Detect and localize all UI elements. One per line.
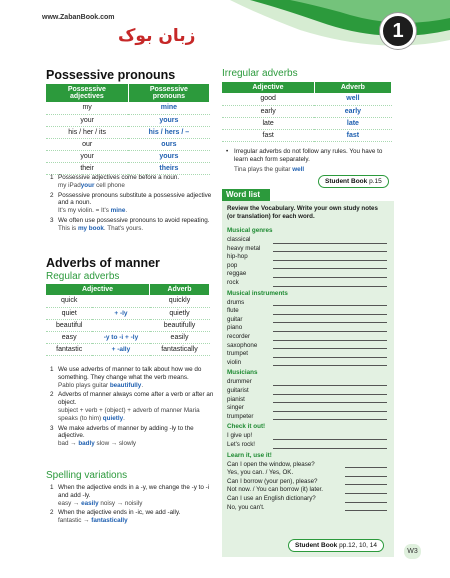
manner-adjective-cell: quick xyxy=(46,295,92,307)
manner-rule-cell: -y to -i + -ly xyxy=(92,331,149,343)
irregular-col-adjective: Adjective xyxy=(222,82,314,93)
manner-adverb-cell: fantastically xyxy=(150,343,210,355)
rule-text: When the adjective ends in -ic, we add -ally. xyxy=(58,509,181,517)
rule-example-highlight: beautifully xyxy=(109,381,142,389)
notes-line[interactable] xyxy=(273,251,387,252)
possessive-col-adjectives: Possessive adjectives xyxy=(46,84,128,102)
rule-number: 3 xyxy=(50,424,54,432)
irregular-table xyxy=(222,82,392,142)
rule-number: 1 xyxy=(50,174,54,181)
word-list-item xyxy=(227,253,387,262)
possessive-adjective-cell: your xyxy=(46,114,128,126)
table-row xyxy=(46,162,210,174)
table-row xyxy=(46,331,210,343)
word-list-word: rock xyxy=(227,279,239,286)
rule-example-rest: noisy → noisily xyxy=(98,499,143,507)
irregular-adjective-cell: late xyxy=(222,117,314,129)
notes-line[interactable] xyxy=(273,305,387,306)
sb-label: Student Book xyxy=(295,542,338,549)
word-list-category: Musical genres xyxy=(227,227,273,234)
student-book-ref-wordlist[interactable] xyxy=(288,539,384,552)
rule-text: When the adjective ends in a -y, we change the -y to -i and add -ly. xyxy=(58,484,210,499)
rule-example-text: fantastic → xyxy=(58,517,92,525)
possessive-table xyxy=(46,84,210,175)
rule-example-text: Pablo plays guitar xyxy=(58,381,110,389)
rule-item xyxy=(50,192,215,215)
rule-body xyxy=(58,425,215,448)
word-list-item xyxy=(227,342,387,351)
sb-page: pp.12, 10, 14 xyxy=(339,542,378,549)
unit-number-badge: 1 xyxy=(380,13,416,49)
notes-line[interactable] xyxy=(273,402,387,403)
manner-title: Adverbs of manner xyxy=(46,256,160,270)
word-list-item xyxy=(227,279,387,288)
svg-text:زبان بوک: زبان بوک xyxy=(118,26,196,46)
manner-adjective-cell: easy xyxy=(46,331,92,343)
word-list-word: violin xyxy=(227,358,242,366)
word-list-item xyxy=(227,378,387,387)
rule-body xyxy=(58,484,215,507)
notes-line[interactable] xyxy=(345,476,387,477)
word-list-category: Musicians xyxy=(227,369,258,377)
manner-rule-cell xyxy=(92,319,149,331)
possessive-pronoun-cell: theirs xyxy=(128,162,209,174)
rule-text: Possessive pronouns substitute a possessive adjective and a noun. xyxy=(58,191,212,207)
notes-line[interactable] xyxy=(273,322,387,323)
irregular-adverb-cell: early xyxy=(314,105,391,117)
rule-example xyxy=(58,182,179,190)
notes-line[interactable] xyxy=(345,467,387,468)
irregular-adverb-cell: late xyxy=(314,117,391,129)
rule-example-highlight: quietly xyxy=(102,414,124,422)
rule-number: 2 xyxy=(50,509,54,517)
notes-line[interactable] xyxy=(273,243,387,244)
rule-number: 1 xyxy=(50,366,54,373)
word-list-item xyxy=(227,486,387,495)
word-list-item xyxy=(227,307,387,316)
irregular-adjective-cell: fast xyxy=(222,129,314,141)
rule-example-highlight: your xyxy=(80,181,95,189)
word-list-item xyxy=(227,324,387,333)
word-list-item xyxy=(227,469,387,478)
word-list-word: Can I open the window, please? xyxy=(227,460,315,468)
page-number: W3 xyxy=(404,544,421,559)
word-list-word: heavy metal xyxy=(227,244,261,252)
rule-example-text: It's my violin. = It's xyxy=(58,207,111,215)
word-list-item xyxy=(227,387,387,396)
manner-table xyxy=(46,284,210,356)
rule-example xyxy=(58,500,215,508)
rule-body xyxy=(58,391,215,422)
manner-col-adjective: Adjective xyxy=(46,284,150,295)
possessive-adjective-cell: my xyxy=(46,102,128,114)
rule-item xyxy=(50,391,215,422)
table-row xyxy=(46,138,210,150)
notes-line[interactable] xyxy=(273,357,387,358)
rule-body xyxy=(58,509,180,525)
rule-item xyxy=(50,366,215,389)
table-row xyxy=(46,150,210,162)
table-row xyxy=(222,129,392,141)
word-list-word: Can I use an English dictionary? xyxy=(227,495,316,502)
site-url: www.ZabanBook.com xyxy=(42,14,115,21)
possessive-adjective-cell: your xyxy=(46,150,128,162)
rule-item xyxy=(50,174,215,190)
word-list-word: saxophone xyxy=(227,341,258,349)
table-row xyxy=(222,117,392,129)
rule-item xyxy=(50,484,215,507)
word-list-word: Not now. / You can borrow (it) later. xyxy=(227,486,323,494)
manner-rules xyxy=(50,366,215,450)
possessive-adjective-cell: our xyxy=(46,138,128,150)
rule-example-highlight: my book xyxy=(77,224,104,232)
irregular-adverb-cell: fast xyxy=(314,129,391,141)
word-list-word: Let's rock! xyxy=(227,441,256,448)
notes-line[interactable] xyxy=(273,331,387,332)
notes-line[interactable] xyxy=(273,439,387,440)
notes-line[interactable] xyxy=(273,411,387,412)
rule-text: Adverbs of manner always come after a verb or after an object. xyxy=(58,391,214,407)
rule-body xyxy=(58,217,209,233)
word-list-item xyxy=(227,504,387,513)
word-list-title: Word list xyxy=(222,189,270,201)
rule-example-highlight: fantastically xyxy=(91,517,128,525)
manner-adjective-cell: beautiful xyxy=(46,319,92,331)
possessive-pronoun-cell: ours xyxy=(128,138,209,150)
possessive-rules xyxy=(50,174,215,235)
word-list-item xyxy=(227,495,387,504)
word-list-word: recorder xyxy=(227,333,251,340)
rule-text: We make adverbs of manner by adding -ly to the adjective. xyxy=(58,424,194,440)
notes-line[interactable] xyxy=(273,448,387,449)
irregular-note-example: Tina plays the guitar xyxy=(234,165,293,173)
notes-line[interactable] xyxy=(273,260,387,261)
spelling-title: Spelling variations xyxy=(46,470,128,481)
word-list-item xyxy=(227,359,387,368)
table-row xyxy=(46,319,210,331)
rule-example-text: my iPad xyxy=(58,181,81,189)
word-list-word: trumpeter xyxy=(227,412,254,420)
rule-example-text: subject + verb + (object) + adverb of manner Maria speaks (to him) xyxy=(58,406,200,422)
rule-example xyxy=(58,207,215,215)
word-list-word: flute xyxy=(227,307,239,315)
word-list-item xyxy=(227,396,387,405)
word-list-category: Check it out! xyxy=(227,423,266,431)
table-row xyxy=(46,295,210,307)
table-row xyxy=(46,126,210,138)
table-row xyxy=(46,307,210,319)
word-list-item xyxy=(227,478,387,487)
table-row xyxy=(46,343,210,355)
rule-text: We often use possessive pronouns to avoid repeating. xyxy=(58,216,210,224)
word-list-word: guitarist xyxy=(227,387,249,394)
notes-line[interactable] xyxy=(273,277,387,278)
rule-example xyxy=(58,407,215,423)
rule-example-rest: slow → slowly xyxy=(94,440,137,448)
rule-text: We use adverbs of manner to talk about how we do something. They change what the verb means. xyxy=(58,366,202,381)
rule-example-rest: . xyxy=(141,381,144,389)
word-list-item xyxy=(227,350,387,359)
irregular-adverb-cell: well xyxy=(314,93,391,105)
manner-adjective-cell: fantastic xyxy=(46,343,92,355)
word-list-category: Musical instruments xyxy=(227,289,288,297)
rule-example-rest: cell phone xyxy=(94,181,125,189)
word-list-word: drummer xyxy=(227,378,252,386)
rule-example-rest: . xyxy=(125,207,128,215)
word-list-word: No, you can't. xyxy=(227,503,265,511)
rule-example-highlight: easily xyxy=(81,499,99,507)
notes-line[interactable] xyxy=(345,510,387,511)
word-list-category: Learn it, use it! xyxy=(227,451,272,459)
possessive-adjective-cell: their xyxy=(46,162,128,174)
word-list-word: I give up! xyxy=(227,432,253,440)
word-list-item xyxy=(227,245,387,254)
rule-body xyxy=(58,366,215,389)
rule-number: 2 xyxy=(50,191,54,199)
student-book-ref-irregular[interactable] xyxy=(318,175,389,188)
sb-page: p.15 xyxy=(369,178,382,185)
notes-line[interactable] xyxy=(273,385,387,386)
sb-label: Student Book xyxy=(325,178,368,185)
zabanbook-logo-icon xyxy=(40,22,196,48)
manner-adverb-cell: easily xyxy=(150,331,210,343)
possessive-pronoun-cell: mine xyxy=(128,102,209,114)
rule-example-highlight: mine xyxy=(110,207,126,215)
irregular-title: Irregular adverbs xyxy=(222,68,298,79)
manner-rule-cell: + -ally xyxy=(92,343,149,355)
table-row xyxy=(46,114,210,126)
irregular-note-text: Irregular adverbs do not follow any rules. You have to learn each form separately. xyxy=(234,148,383,163)
word-list-word: pop xyxy=(227,261,238,269)
manner-adverb-cell: quickly xyxy=(150,295,210,307)
notes-line[interactable] xyxy=(345,484,387,485)
word-list-word: piano xyxy=(227,324,243,332)
word-list-item xyxy=(227,236,387,245)
table-row xyxy=(222,93,392,105)
possessive-pronoun-cell: yours xyxy=(128,150,209,162)
word-list-word: singer xyxy=(227,404,244,412)
rule-example xyxy=(58,517,180,525)
possessive-pronoun-cell: yours xyxy=(128,114,209,126)
rule-example-highlight: badly xyxy=(78,440,95,448)
rule-example xyxy=(58,225,209,233)
irregular-note-highlight: well xyxy=(292,165,305,173)
table-row xyxy=(46,102,210,114)
word-list-item xyxy=(227,270,387,279)
notes-line[interactable] xyxy=(345,502,387,503)
rule-item xyxy=(50,217,215,233)
word-list-word: drums xyxy=(227,298,245,306)
notes-line[interactable] xyxy=(273,340,387,341)
word-list-item xyxy=(227,461,387,470)
word-list-item xyxy=(227,333,387,342)
word-list-word: Can I borrow (your pen), please? xyxy=(227,477,318,485)
irregular-adjective-cell: good xyxy=(222,93,314,105)
possessive-col-pronouns: Possessive pronouns xyxy=(128,84,209,102)
notes-line[interactable] xyxy=(273,314,387,315)
possessive-title: Possessive pronouns xyxy=(46,68,176,82)
rule-body xyxy=(58,174,179,190)
rule-example-rest: . xyxy=(123,414,125,422)
notes-line[interactable] xyxy=(273,365,387,366)
word-list-word: guitar xyxy=(227,315,243,323)
rule-example-rest: . That's yours. xyxy=(103,224,144,232)
manner-col-adverb: Adverb xyxy=(150,284,210,295)
word-list-item xyxy=(227,316,387,325)
notes-line[interactable] xyxy=(273,286,387,287)
word-list-item xyxy=(227,441,387,450)
notes-line[interactable] xyxy=(273,348,387,349)
word-list-word: Yes, you can. / Yes, OK. xyxy=(227,469,294,477)
possessive-adjective-cell: his / her / its xyxy=(46,126,128,138)
manner-adverb-cell: quietly xyxy=(150,307,210,319)
manner-rule-cell xyxy=(92,295,149,307)
rule-body xyxy=(58,192,215,215)
word-list-item xyxy=(227,262,387,271)
notes-line[interactable] xyxy=(273,419,387,420)
rule-example-text: bad → xyxy=(58,440,79,448)
word-list-item xyxy=(227,413,387,422)
possessive-pronoun-cell: his / hers / – xyxy=(128,126,209,138)
rule-number: 1 xyxy=(50,484,54,491)
manner-adjective-cell: quiet xyxy=(46,307,92,319)
irregular-adjective-cell: early xyxy=(222,105,314,117)
rule-example xyxy=(58,440,215,448)
rule-text: Possessive adjectives come before a noun. xyxy=(58,174,180,181)
rule-number: 3 xyxy=(50,216,54,224)
notes-line[interactable] xyxy=(273,268,387,269)
word-list-word: classical xyxy=(227,236,251,243)
irregular-col-adverb: Adverb xyxy=(314,82,391,93)
word-list-item xyxy=(227,299,387,308)
table-row xyxy=(222,105,392,117)
word-list-word: reggae xyxy=(227,270,247,278)
word-list-item xyxy=(227,404,387,413)
notes-line[interactable] xyxy=(345,493,387,494)
irregular-note: • Irregular adverbs do not follow any rules. You have to learn each form separately. Tina plays the guitar well xyxy=(226,148,394,175)
rule-item xyxy=(50,425,215,448)
rule-example-text: easy → xyxy=(58,499,82,507)
rule-example-text: This is xyxy=(58,224,78,232)
manner-subtitle: Regular adverbs xyxy=(46,271,120,282)
word-list-intro: Review the Vocabulary. Write your own study notes (or translation) for each word. xyxy=(227,205,378,220)
word-list-word: pianist xyxy=(227,395,245,403)
word-list-word: trumpet xyxy=(227,350,248,358)
manner-rule-cell: + -ly xyxy=(92,307,149,319)
rule-item xyxy=(50,509,215,525)
word-list-item xyxy=(227,432,387,441)
word-list-word: hip-hop xyxy=(227,253,248,261)
spelling-rules xyxy=(50,484,215,527)
manner-adverb-cell: beautifully xyxy=(150,319,210,331)
rule-number: 2 xyxy=(50,391,54,399)
rule-example xyxy=(58,382,215,390)
notes-line[interactable] xyxy=(273,394,387,395)
